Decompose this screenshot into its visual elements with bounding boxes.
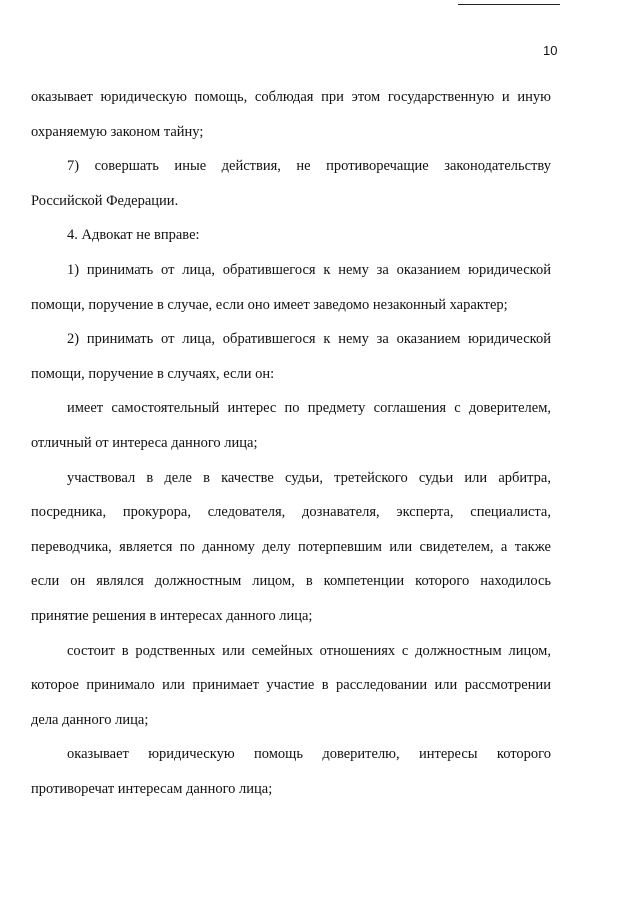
text-line: охраняемую законом тайну; bbox=[31, 123, 204, 140]
paragraph-conflict bbox=[31, 737, 551, 806]
text-line: если он являлся должностным лицом, в компетенции которого находилось bbox=[31, 573, 551, 590]
text-line: переводчика, является по данному делу потерпевшим или свидетелем, а также bbox=[31, 538, 551, 555]
text-line: которое принимало или принимает участие в расследовании или рассмотрении bbox=[31, 677, 551, 694]
text-line: 7) совершать иные действия, не противоречащие законодательству bbox=[67, 158, 551, 175]
text-line: 4. Адвокат не вправе: bbox=[67, 227, 200, 244]
paragraph-own-interest bbox=[31, 391, 551, 460]
top-rule bbox=[458, 4, 560, 5]
paragraph-relations bbox=[31, 634, 551, 738]
text-line: 1) принимать от лица, обратившегося к нему за оказанием юридической bbox=[67, 261, 551, 278]
text-line: участвовал в деле в качестве судьи, третейского судьи или арбитра, bbox=[67, 469, 551, 486]
text-line: противоречат интересам данного лица; bbox=[31, 780, 273, 797]
paragraph-item-1 bbox=[31, 253, 551, 322]
paragraph-item-7 bbox=[31, 149, 551, 218]
paragraph-secrecy bbox=[31, 80, 551, 149]
text-line: дела данного лица; bbox=[31, 711, 149, 728]
text-line: принятие решения в интересах данного лица; bbox=[31, 607, 313, 624]
text-line: состоит в родственных или семейных отношениях с должностным лицом, bbox=[67, 642, 551, 659]
text-line: помощи, поручение в случае, если оно имеет заведомо незаконный характер; bbox=[31, 296, 508, 313]
paragraph-participated bbox=[31, 461, 551, 634]
paragraph-item-2 bbox=[31, 322, 551, 391]
text-line: Российской Федерации. bbox=[31, 192, 179, 209]
paragraph-section-4 bbox=[31, 218, 551, 253]
text-line: отличный от интереса данного лица; bbox=[31, 434, 258, 451]
text-line: имеет самостоятельный интерес по предмету соглашения с доверителем, bbox=[67, 400, 551, 417]
document-body bbox=[31, 80, 551, 806]
text-line: 2) принимать от лица, обратившегося к нему за оказанием юридической bbox=[67, 331, 551, 348]
text-line: оказывает юридическую помощь доверителю, интересы которого bbox=[67, 746, 551, 763]
text-line: посредника, прокурора, следователя, дознавателя, эксперта, специалиста, bbox=[31, 504, 551, 521]
page-number: 10 bbox=[543, 43, 558, 58]
text-line: помощи, поручение в случаях, если он: bbox=[31, 365, 275, 382]
text-line: оказывает юридическую помощь, соблюдая при этом государственную и иную bbox=[31, 89, 551, 105]
